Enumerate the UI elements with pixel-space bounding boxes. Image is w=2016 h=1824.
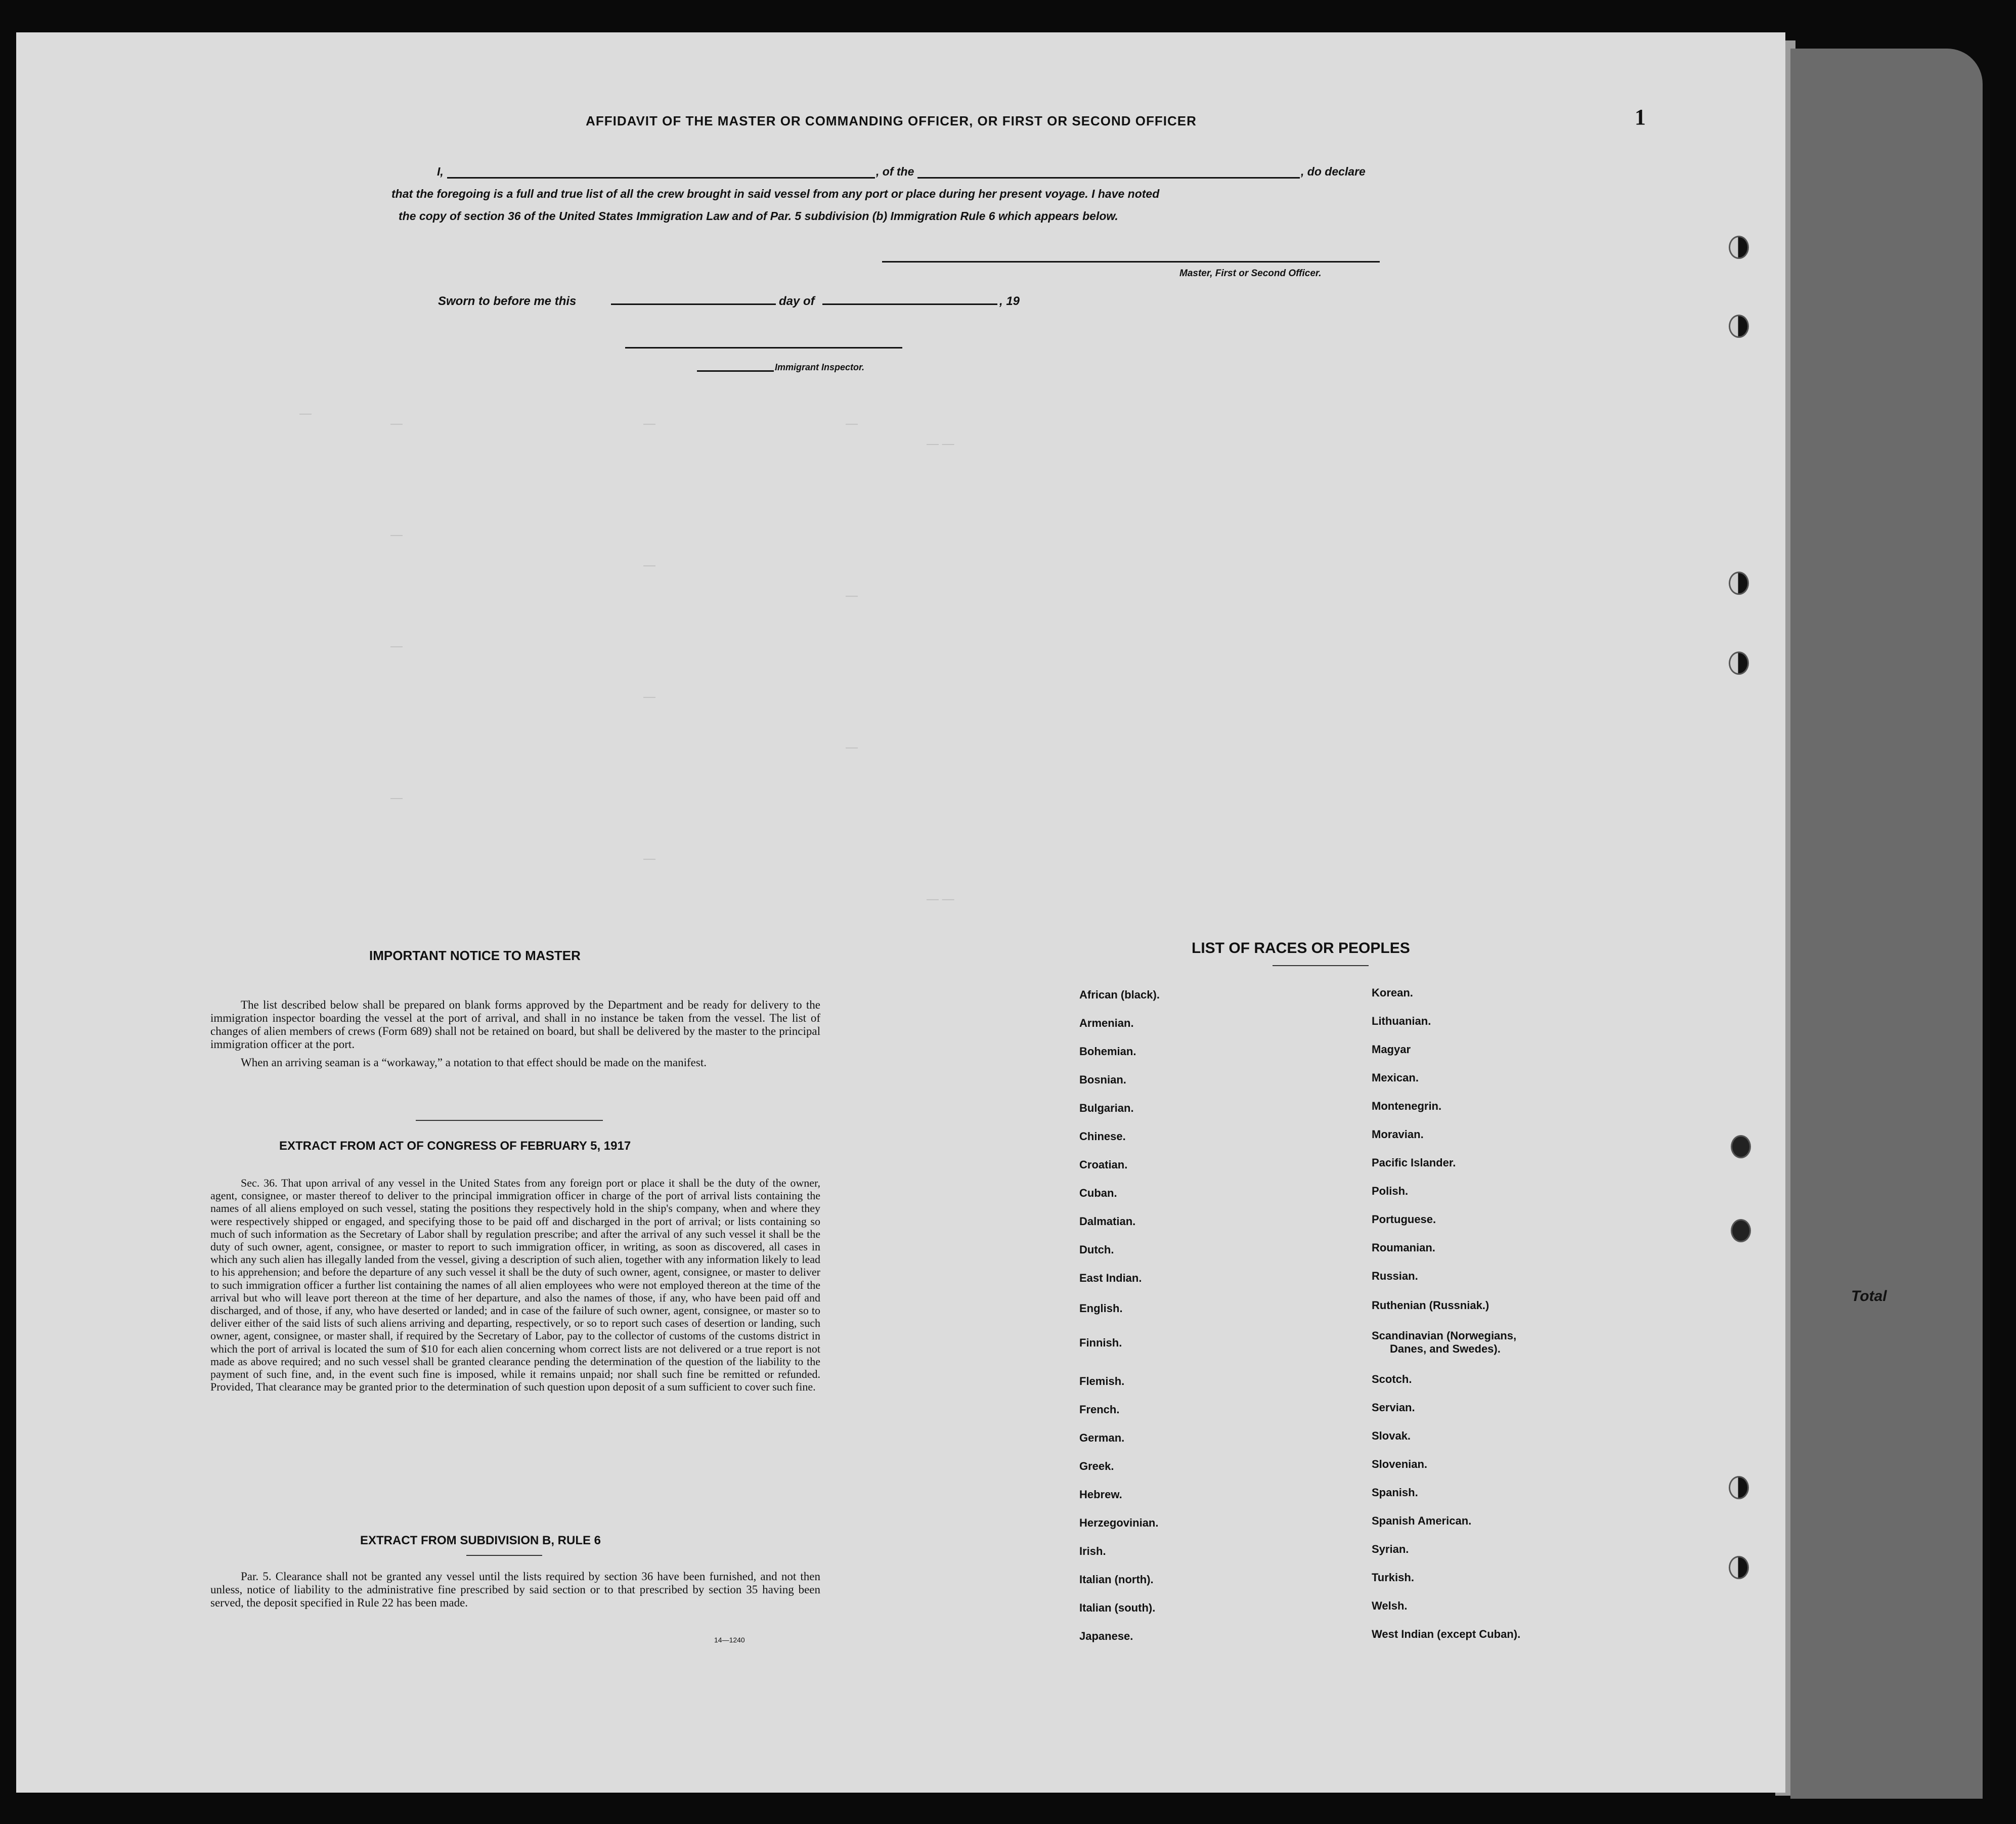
rule-extract-body <box>210 1570 820 1610</box>
year-label: , 19 <box>999 294 1020 308</box>
notice-paragraph-2: When an arriving seaman is a “workaway,” a notation to that effect should be made on the manifest. <box>241 1056 707 1069</box>
binder-hole <box>1731 1135 1751 1158</box>
binder-hole <box>1729 1556 1749 1579</box>
race-item: Moravian. <box>1372 1128 1424 1141</box>
race-item: Scotch. <box>1372 1373 1412 1385</box>
back-page-total: Total <box>1851 1288 1887 1305</box>
race-item: Russian. <box>1372 1270 1418 1282</box>
race-item: Ruthenian (Russniak.) <box>1372 1299 1489 1312</box>
race-item: Montenegrin. <box>1372 1100 1442 1112</box>
binder-hole <box>1729 652 1749 675</box>
affidavit-line3: the copy of section 36 of the United States Immigration Law and of Par. 5 subdivision (b) Immigration Rule 6 which appears below. <box>399 209 1118 223</box>
race-item: Spanish American. <box>1372 1514 1472 1527</box>
sworn-day-line <box>611 303 776 305</box>
race-item: Armenian. <box>1079 1017 1134 1029</box>
race-item: Herzegovinian. <box>1079 1516 1159 1529</box>
page-number: 1 <box>1635 105 1646 129</box>
race-item: Dutch. <box>1079 1243 1114 1256</box>
day-of-label: day of <box>779 294 815 308</box>
race-item: French. <box>1079 1403 1120 1416</box>
race-item: Syrian. <box>1372 1543 1409 1555</box>
race-item: Portuguese. <box>1372 1213 1436 1226</box>
races-title: LIST OF RACES OR PEOPLES <box>1192 940 1410 957</box>
race-item: Polish. <box>1372 1185 1409 1197</box>
inspector-signature-line <box>625 347 902 349</box>
back-page <box>1790 49 1983 1799</box>
race-item: East Indian. <box>1079 1272 1142 1284</box>
race-item: Italian (south). <box>1079 1601 1156 1614</box>
rule-extract-title: EXTRACT FROM SUBDIVISION B, RULE 6 <box>360 1534 601 1547</box>
rule-divider <box>466 1555 542 1556</box>
race-item: Turkish. <box>1372 1571 1414 1584</box>
rule-paragraph-5: Par. 5. Clearance shall not be granted any vessel until the lists required by section 36 have been furnished, and not then unless, notice of liability to the administrative fine prescribed by said section or to that prescribed by section 35 having been served, the deposit specified in Rule 22 has been made. <box>210 1570 820 1609</box>
race-item: Finnish. <box>1079 1336 1122 1349</box>
race-item: Slovenian. <box>1372 1458 1428 1470</box>
race-item: Korean. <box>1372 986 1413 999</box>
form-number: 14—1240 <box>714 1636 745 1644</box>
master-signature-line <box>882 261 1380 263</box>
sworn-label: Sworn to before me this <box>438 294 577 308</box>
race-item: Chinese. <box>1079 1130 1126 1143</box>
races-divider <box>1273 965 1369 966</box>
affidavit-name-line <box>447 177 875 179</box>
sworn-month-line <box>822 303 997 305</box>
act-section-36: Sec. 36. That upon arrival of any vessel in the United States from any foreign port or place it shall be the duty of the owner, agent, consignee, or master thereof to deliver to the principal immigration officer in charge of the port of arrival lists containing the names of all aliens employed on such vessel, stating the positions they respectively hold in the ship's company, when and where they were respectively shipped or engaged, and specifying those to be paid off and discharged in the port of arrival; or lists containing so much of such information as the Secretary of Labor shall by regulation prescribe; and after the arrival of any such vessel it shall be the duty of such owner, agent, consignee, or master to report to such immigration officer, in writing, as soon as discovered, all cases in which any such alien has illegally landed from the vessel, giving a description of such alien, together with any information likely to lead to his apprehension; and before the departure of any such vessel it shall be the duty of such owner, agent, consignee, or master to deliver to such immigration officer a further list containing the names of all alien employees who were not employed thereon at the time of the arrival but who will leave port thereon at the time of her departure, and also the names of those, if any, who have been paid off and discharged, and of those, if any, who have deserted or landed; and in case of the failure of such owner, agent, consignee, or master so to deliver either of the said lists of such aliens arriving and departing, respectively, or so to report such cases of desertion or landing, such owner, agent, consignee, or master shall, if required by the Secretary of Labor, pay to the collector of customs of the customs district in which the port of arrival is located the sum of $10 for each alien concerning whom correct lists are not delivered or a true report is not made as above required; and no such vessel shall be granted clearance pending the determination of the question of the liability to the payment of such fine, and, in the event such fine is imposed, while it remains unpaid; nor shall such fine be remitted or refunded. Provided, That clearance may be granted prior to the determination of such question upon deposit of a sum sufficient to cover such fine. <box>210 1177 820 1394</box>
affidavit-vessel-line <box>917 177 1300 179</box>
race-item: Slovak. <box>1372 1429 1411 1442</box>
affidavit-do-declare: , do declare <box>1301 165 1366 178</box>
affidavit-i-label: I, <box>437 165 444 178</box>
act-extract-title: EXTRACT FROM ACT OF CONGRESS OF FEBRUARY 5, 1917 <box>279 1139 631 1153</box>
binder-hole <box>1729 572 1749 595</box>
binder-hole <box>1729 236 1749 259</box>
race-item: Italian (north). <box>1079 1573 1154 1586</box>
inspector-dash <box>697 370 774 372</box>
race-item: Spanish. <box>1372 1486 1418 1499</box>
binder-hole <box>1729 1476 1749 1499</box>
race-item: Bulgarian. <box>1079 1102 1134 1114</box>
binder-hole <box>1729 315 1749 338</box>
race-item: Croatian. <box>1079 1158 1128 1171</box>
race-item: Greek. <box>1079 1460 1114 1472</box>
affidavit-title: AFFIDAVIT OF THE MASTER OR COMMANDING OFFICER, OR FIRST OR SECOND OFFICER <box>586 113 1197 128</box>
affidavit-line2: that the foregoing is a full and true list of all the crew brought in said vessel from any port or place during her present voyage. I have noted <box>391 187 1160 200</box>
form-page: — — — — — — — — — — — — — — — — 1 AFFIDAVIT OF THE MASTER OR COMMANDING OFFICER, OR FIRST OR SECOND OFFICER I, , of the , do declare that the foregoing is a full and true list of all the crew brought in said vessel from any port or place during her present voyage. I have noted the copy of section 36 of the United States Immigration Law and of Par. 5 subdivision (b) Immigration Rule 6 which appears below. Master, First or Second Officer. Sworn to before me this day of , 19 Immigrant Inspector. IMPORTANT NOTICE TO MASTER The list described below shall be prepared on blank forms approved by the Department and be ready for delivery to the immigration inspector boarding the vessel at the port of arrival, and shall in no instance be taken from the vessel. The list of changes of alien members of crews (Form 689) shall not be retained on board, but shall be delivered by the master to the principal immigration officer at the port. When an arriving seaman is a “workaway,” a notation to that effect should be made on the manifest. EXTRACT FROM ACT OF CONGRESS OF FEBRUARY 5, 1917 Sec. 36. That upon arrival of any vessel in the United States from any foreign port or place it shall be the duty of the owner, agent, consignee, or master thereof to deliver to the principal immigration officer in charge of the port of arrival lists containing the names of all aliens employed on such vessel, stating the positions they respectively hold in the ship's company, when and where they were respectively shipped or engaged, and specifying those to be paid off and discharged in the port of arrival; or lists containing so much of such information as the Secretary of Labor shall by regulation prescribe; and after the arrival of any such vessel it shall be the duty of such owner, agent, consignee, or master to report to such immigration officer, in writing, as soon as discovered, all cases in which any such alien has illegally landed from the vessel, giving a description of such alien, together with any information likely to lead to his apprehension; and before the departure of any such vessel it shall be the duty of such owner, agent, consignee, or master to deliver to such immigration officer a further list containing the names of all alien employees who were not employed thereon at the time of the arrival but who will leave port thereon at the time of her departure, and also the names of those, if any, who have been paid off and discharged, and of those, if any, who have deserted or landed; and in case of the failure of such owner, agent, consignee, or master so to deliver either of the said lists of such aliens arriving and departing, respectively, or so to report such cases of desertion or landing, such owner, agent, consignee, or master shall, if required by the Secretary of Labor, pay to the collector of customs of the customs district in which the port of arrival is located the sum of $10 for each alien concerning whom correct lists are not delivered or a true report is not made as above required; and no such vessel shall be granted clearance pending the determination of the question of the liability to the payment of such fine, and, in the event such fine is imposed, while it remains unpaid; nor shall such fine be remitted or refunded. Provided, That clearance may be granted prior to the determination of such question upon deposit of a sum sufficient to cover such fine. EXTRACT FROM SUBDIVISION B, RULE 6 Par. 5. Clearance shall not be granted any vessel until the lists required by section 36 have been furnished, and not then unless, notice of liability to the administrative fine prescribed by said section or to that prescribed by section 35 having been served, the deposit specified in Rule 22 has been made. 14—1240 LIST OF RACES OR PEOPLES African (black). Armenian. Bohemian. Bosnian. Bulgarian. Chinese. Croatian. Cuban. Dalmatian. Dutch. East Indian. English. Finnish. Flemish. French. German. Greek. Hebrew. Herzegovinian. Irish. Italian (north). Italian (south). Japanese. Korean. Lithuanian. Magyar Mexican. Montenegrin. Moravian. Pacific Islander. Polish. Portuguese. Roumanian. Russian. Ruthenian (Russniak.) Scandinavian (Norwegians, Danes, and Swedes). Scotch. Servian. Slovak. Slovenian. Spanish. Spanish American. Syrian. Turkish. Welsh. West Indian (except Cuban). <box>16 32 1785 1793</box>
race-item: Flemish. <box>1079 1375 1125 1387</box>
notice-divider <box>416 1120 603 1121</box>
race-item: Japanese. <box>1079 1630 1133 1642</box>
master-signature-caption: Master, First or Second Officer. <box>1179 268 1322 279</box>
race-item: Mexican. <box>1372 1071 1419 1084</box>
race-item: Magyar <box>1372 1043 1411 1056</box>
race-item: Dalmatian. <box>1079 1215 1136 1228</box>
race-item: Lithuanian. <box>1372 1015 1431 1027</box>
race-item: African (black). <box>1079 988 1160 1001</box>
notice-body <box>210 998 820 1074</box>
race-item: Roumanian. <box>1372 1241 1435 1254</box>
notice-title: IMPORTANT NOTICE TO MASTER <box>369 948 581 963</box>
race-item: Bosnian. <box>1079 1073 1126 1086</box>
race-item: English. <box>1079 1302 1123 1315</box>
race-item: Hebrew. <box>1079 1488 1122 1501</box>
inspector-caption: Immigrant Inspector. <box>775 362 865 372</box>
race-item: Servian. <box>1372 1401 1415 1414</box>
race-item: West Indian (except Cuban). <box>1372 1628 1521 1640</box>
race-item: Scandinavian (Norwegians, <box>1372 1329 1517 1342</box>
act-extract-body <box>210 1177 820 1393</box>
race-item: Pacific Islander. <box>1372 1156 1456 1169</box>
binder-hole <box>1731 1219 1751 1242</box>
affidavit-of-the: , of the <box>876 165 914 178</box>
race-item: German. <box>1079 1431 1125 1444</box>
race-item: Cuban. <box>1079 1187 1117 1199</box>
race-item: Bohemian. <box>1079 1045 1136 1058</box>
notice-paragraph-1: The list described below shall be prepared on blank forms approved by the Department and be ready for delivery to the immigration inspector boarding the vessel at the port of arrival, and shall in no instance be taken from the vessel. The list of changes of alien members of crews (Form 689) shall not be retained on board, but shall be delivered by the master to the principal immigration officer at the port. <box>210 998 820 1051</box>
race-item: Welsh. <box>1372 1599 1408 1612</box>
race-item-continuation: Danes, and Swedes). <box>1390 1342 1501 1355</box>
race-item: Irish. <box>1079 1545 1106 1557</box>
